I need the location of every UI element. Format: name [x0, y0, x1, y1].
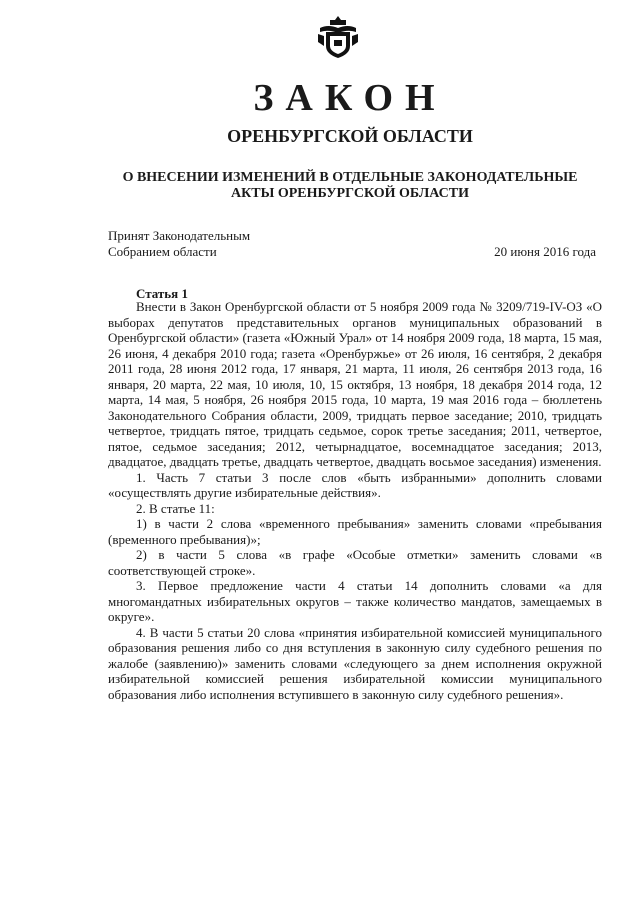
adoption-line-2: Собранием области — [108, 244, 217, 259]
paragraph: 3. Первое предложение части 4 статьи 14 дополнить словами «а для многомандатных избирательных округов – также количество мандатов, замещаемых в округе». — [108, 578, 602, 624]
adoption-line-1: Принят Законодательным — [108, 228, 251, 243]
paragraph: 2) в части 5 слова «в графе «Особые отметки» заменить словами «в соответствующей строке». — [108, 547, 602, 578]
paragraph: Внести в Закон Оренбургской области от 5 ноября 2009 года № 3209/719-IV-ОЗ «О выборах депутатов представительных органов муниципальных образований в Оренбургской области» (газета «Южный Урал» от 14 ноября 2009 года, 18 марта, 15 мая, 26 июня, 4 декабря 2010 года; газета «Оренбуржье» от 26 июля, 16 сентября, 2 декабря 2011 года, 28 июня 2012 года, 17 января, 21 марта, 11 июля, 26 сентября 2013 года, 16 января, 20 марта, 22 мая, 10 июля, 10, 15 октября, 13 ноября, 18 декабря 2014 года, 12 марта, 14 мая, 5 ноября, 26 ноября 2015 года, 10 марта, 19 мая 2016 года – бюллетень Законодательного Собрания области, 2009, тридцать первое заседание; 2010, тридцать четвертое, тридцать пятое, тридцать седьмое, сорок третье заседания; 2011, четвертое, пятое, седьмое заседания; 2012, четырнадцатое, восемнадцатое заседания; 2013, двадцатое, двадцать третье, двадцать четвертое, двадцать восьмое заседания) изменения. — [108, 299, 602, 469]
adoption-date: 20 июня 2016 года — [494, 244, 596, 259]
article-body — [108, 299, 602, 702]
law-subtitle: О ВНЕСЕНИИ ИЗМЕНЕНИЙ В ОТДЕЛЬНЫЕ ЗАКОНОДАТЕЛЬНЫЕ АКТЫ ОРЕНБУРГСКОЙ ОБЛАСТИ — [122, 170, 578, 201]
paragraph: 2. В статье 11: — [136, 500, 215, 516]
article-title: Статья 1 — [136, 286, 188, 301]
document-title: ЗАКОН — [253, 77, 447, 119]
paragraph: 1) в части 2 слова «временного пребывания» заменить словами «пребывания (временного пребывания)»; — [108, 516, 602, 547]
paragraph: 1. Часть 7 статьи 3 после слов «быть избранными» дополнить словами «осуществлять другие избирательные действия». — [108, 469, 602, 500]
region-title: ОРЕНБУРГСКОЙ ОБЛАСТИ — [227, 126, 473, 146]
coat-of-arms-icon — [316, 14, 360, 60]
paragraph: 4. В части 5 статьи 20 слова «принятия избирательной комиссией муниципального образования решения либо со дня вступления в законную силу судебного решения по жалобе (заявлению)» заменить словами «следующего за днем исполнения окружной избирательной комиссией решения избирательной комиссии муниципального образования либо исполнения вступившего в законную силу судебного решения». — [108, 624, 602, 702]
adoption-block — [108, 228, 250, 260]
